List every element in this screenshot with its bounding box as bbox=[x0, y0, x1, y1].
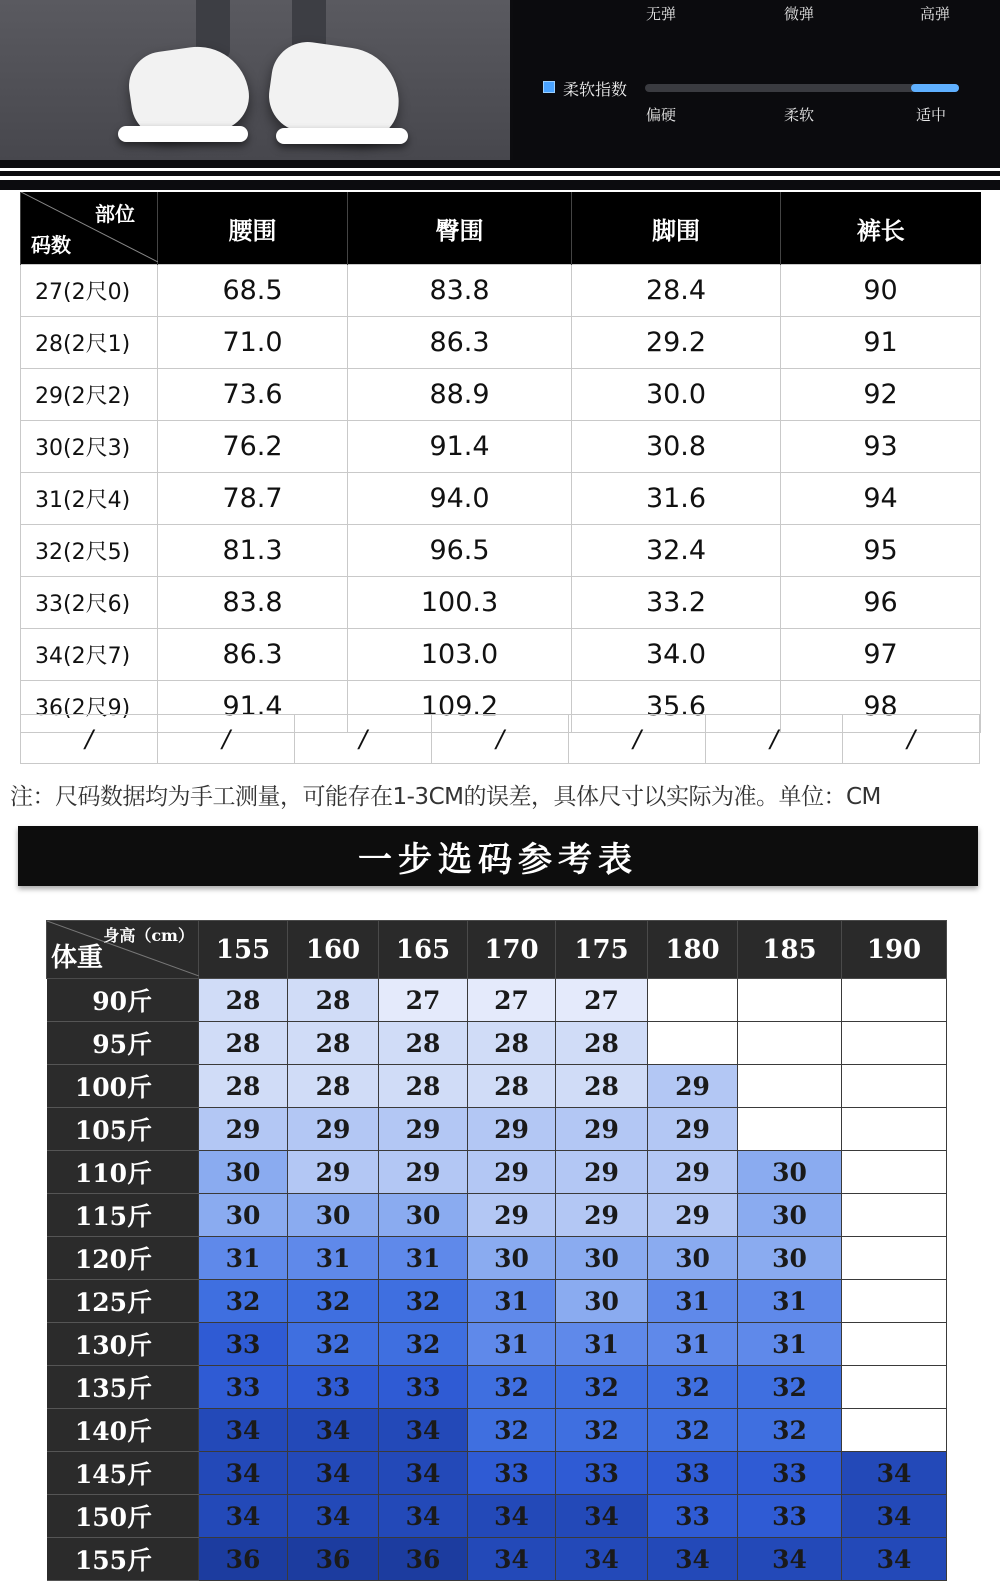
recommended-size-cell: 30 bbox=[738, 1194, 842, 1237]
weight-label: 115斤 bbox=[47, 1194, 199, 1237]
recommended-size-cell: 33 bbox=[468, 1452, 556, 1495]
empty-cell bbox=[648, 1022, 738, 1065]
measurement-cell: 96.5 bbox=[348, 525, 572, 577]
recommended-size-cell: 29 bbox=[648, 1065, 738, 1108]
recommended-size-cell: 28 bbox=[288, 979, 379, 1022]
measurement-cell: 94 bbox=[781, 473, 981, 525]
measurement-cell: 33.2 bbox=[572, 577, 781, 629]
weight-label: 95斤 bbox=[47, 1022, 199, 1065]
measurement-cell: 29.2 bbox=[572, 317, 781, 369]
recommended-size-cell: 29 bbox=[648, 1108, 738, 1151]
recommended-size-cell: 28 bbox=[468, 1022, 556, 1065]
weight-label: 90斤 bbox=[47, 979, 199, 1022]
measurement-cell: 109.2 bbox=[348, 681, 572, 733]
recommended-size-cell: 31 bbox=[288, 1237, 379, 1280]
recommended-size-cell: 29 bbox=[288, 1108, 379, 1151]
weight-label: 150斤 bbox=[47, 1495, 199, 1538]
grid-header-row bbox=[47, 921, 947, 979]
recommended-size-cell: 34 bbox=[288, 1409, 379, 1452]
grid-row bbox=[47, 1280, 947, 1323]
grid-row bbox=[47, 1495, 947, 1538]
weight-label: 120斤 bbox=[47, 1237, 199, 1280]
empty-cell bbox=[738, 1065, 842, 1108]
shoes-photo bbox=[0, 0, 510, 160]
table-row bbox=[21, 629, 981, 681]
recommended-size-cell: 30 bbox=[556, 1280, 648, 1323]
height-header: 165 bbox=[379, 921, 468, 979]
measurement-cell: 96 bbox=[781, 577, 981, 629]
recommended-size-cell: 34 bbox=[379, 1409, 468, 1452]
measurement-cell: 88.9 bbox=[348, 369, 572, 421]
recommended-size-cell: 34 bbox=[842, 1452, 947, 1495]
measurement-cell: 31.6 bbox=[572, 473, 781, 525]
recommended-size-cell: 34 bbox=[648, 1538, 738, 1581]
measurement-cell: 86.3 bbox=[348, 317, 572, 369]
elastic-label-none: 无弹 bbox=[646, 5, 677, 23]
recommended-size-cell: 33 bbox=[288, 1366, 379, 1409]
recommended-size-cell: 28 bbox=[199, 979, 288, 1022]
weight-label: 125斤 bbox=[47, 1280, 199, 1323]
size-label: 36(2尺9) bbox=[21, 681, 158, 733]
corner-label-part: 部位 bbox=[95, 202, 135, 226]
grid-row bbox=[47, 1409, 947, 1452]
recommended-size-cell: 29 bbox=[379, 1108, 468, 1151]
empty-cell bbox=[842, 1022, 947, 1065]
placeholder-row bbox=[20, 714, 980, 764]
softness-label-soft: 柔软 bbox=[784, 106, 815, 124]
product-banner bbox=[0, 0, 1000, 190]
recommended-size-cell: 31 bbox=[738, 1280, 842, 1323]
recommended-size-cell: 33 bbox=[199, 1366, 288, 1409]
table-header-row bbox=[21, 192, 981, 265]
grid-corner-weight: 体重 bbox=[51, 943, 104, 973]
measurement-cell: 34.0 bbox=[572, 629, 781, 681]
recommended-size-cell: 32 bbox=[468, 1366, 556, 1409]
slash-cell: / bbox=[294, 715, 431, 763]
recommended-size-cell: 34 bbox=[199, 1452, 288, 1495]
right-sole bbox=[276, 128, 408, 144]
recommended-size-cell: 31 bbox=[468, 1323, 556, 1366]
recommended-size-cell: 32 bbox=[199, 1280, 288, 1323]
recommended-size-cell: 34 bbox=[468, 1495, 556, 1538]
recommended-size-cell: 33 bbox=[648, 1495, 738, 1538]
softness-indicator bbox=[911, 84, 959, 92]
empty-cell bbox=[738, 1022, 842, 1065]
recommended-size-cell: 30 bbox=[288, 1194, 379, 1237]
empty-cell bbox=[738, 979, 842, 1022]
grid-row bbox=[47, 1366, 947, 1409]
measurement-cell: 91.4 bbox=[348, 421, 572, 473]
size-label: 28(2尺1) bbox=[21, 317, 158, 369]
measurement-cell: 91 bbox=[781, 317, 981, 369]
empty-cell bbox=[842, 1237, 947, 1280]
size-label: 29(2尺2) bbox=[21, 369, 158, 421]
slash-cell: / bbox=[157, 715, 294, 763]
recommended-size-cell: 28 bbox=[199, 1022, 288, 1065]
grid-row bbox=[47, 1538, 947, 1581]
weight-label: 145斤 bbox=[47, 1452, 199, 1495]
recommended-size-cell: 28 bbox=[379, 1022, 468, 1065]
recommended-size-cell: 34 bbox=[288, 1495, 379, 1538]
recommended-size-cell: 28 bbox=[468, 1065, 556, 1108]
measurement-cell: 93 bbox=[781, 421, 981, 473]
header-hip: 臀围 bbox=[348, 192, 572, 265]
grid-row bbox=[47, 1022, 947, 1065]
measurement-cell: 97 bbox=[781, 629, 981, 681]
recommended-size-cell: 34 bbox=[379, 1452, 468, 1495]
measurement-cell: 94.0 bbox=[348, 473, 572, 525]
weight-label: 100斤 bbox=[47, 1065, 199, 1108]
grid-row bbox=[47, 1151, 947, 1194]
recommended-size-cell: 32 bbox=[648, 1366, 738, 1409]
recommended-size-cell: 30 bbox=[379, 1194, 468, 1237]
weight-label: 155斤 bbox=[47, 1538, 199, 1581]
recommended-size-cell: 34 bbox=[199, 1495, 288, 1538]
empty-cell bbox=[648, 979, 738, 1022]
softness-title: 柔软指数 bbox=[563, 80, 628, 99]
elastic-label-high: 高弹 bbox=[920, 5, 951, 23]
recommended-size-cell: 32 bbox=[468, 1409, 556, 1452]
slash-cell: / bbox=[431, 715, 568, 763]
size-measurement-table bbox=[20, 192, 981, 733]
left-sole bbox=[118, 126, 248, 142]
recommended-size-cell: 32 bbox=[738, 1366, 842, 1409]
grid-corner-height: 身高（cm） bbox=[103, 926, 194, 945]
measurement-cell: 103.0 bbox=[348, 629, 572, 681]
measurement-cell: 30.8 bbox=[572, 421, 781, 473]
softness-scale bbox=[645, 84, 959, 92]
recommended-size-cell: 29 bbox=[556, 1194, 648, 1237]
weight-label: 105斤 bbox=[47, 1108, 199, 1151]
recommended-size-cell: 36 bbox=[379, 1538, 468, 1581]
measurement-cell: 86.3 bbox=[158, 629, 348, 681]
header-length: 裤长 bbox=[781, 192, 981, 265]
recommended-size-cell: 34 bbox=[556, 1495, 648, 1538]
recommended-size-cell: 36 bbox=[288, 1538, 379, 1581]
recommended-size-cell: 30 bbox=[738, 1237, 842, 1280]
recommended-size-cell: 30 bbox=[199, 1194, 288, 1237]
slash-cell: / bbox=[568, 715, 705, 763]
size-label: 30(2尺3) bbox=[21, 421, 158, 473]
measurement-cell: 91.4 bbox=[158, 681, 348, 733]
recommended-size-cell: 30 bbox=[556, 1237, 648, 1280]
recommended-size-cell: 29 bbox=[556, 1151, 648, 1194]
recommended-size-cell: 34 bbox=[199, 1409, 288, 1452]
recommended-size-cell: 33 bbox=[738, 1495, 842, 1538]
weight-label: 130斤 bbox=[47, 1323, 199, 1366]
measurement-cell: 100.3 bbox=[348, 577, 572, 629]
recommended-size-cell: 32 bbox=[288, 1280, 379, 1323]
recommended-size-cell: 31 bbox=[556, 1323, 648, 1366]
size-recommendation-grid bbox=[46, 920, 946, 1581]
divider-line bbox=[0, 176, 1000, 180]
grid-row bbox=[47, 1065, 947, 1108]
height-header: 175 bbox=[556, 921, 648, 979]
measurement-cell: 30.0 bbox=[572, 369, 781, 421]
weight-label: 135斤 bbox=[47, 1366, 199, 1409]
recommended-size-cell: 33 bbox=[199, 1323, 288, 1366]
empty-cell bbox=[842, 1280, 947, 1323]
empty-cell bbox=[842, 1194, 947, 1237]
table-row bbox=[21, 369, 981, 421]
recommended-size-cell: 33 bbox=[379, 1366, 468, 1409]
grid-row bbox=[47, 979, 947, 1022]
measurement-cell: 90 bbox=[781, 265, 981, 317]
recommended-size-cell: 29 bbox=[379, 1151, 468, 1194]
measurement-cell: 73.6 bbox=[158, 369, 348, 421]
recommended-size-cell: 31 bbox=[738, 1323, 842, 1366]
recommended-size-cell: 31 bbox=[379, 1237, 468, 1280]
recommended-size-cell: 29 bbox=[288, 1151, 379, 1194]
size-label: 34(2尺7) bbox=[21, 629, 158, 681]
size-label: 31(2尺4) bbox=[21, 473, 158, 525]
measurement-cell: 32.4 bbox=[572, 525, 781, 577]
recommended-size-cell: 29 bbox=[468, 1151, 556, 1194]
quick-guide-banner bbox=[18, 826, 978, 886]
grid-corner-cell bbox=[47, 921, 199, 979]
recommended-size-cell: 27 bbox=[468, 979, 556, 1022]
recommended-size-cell: 34 bbox=[842, 1495, 947, 1538]
recommended-size-cell: 32 bbox=[379, 1323, 468, 1366]
recommended-size-cell: 29 bbox=[199, 1108, 288, 1151]
empty-cell bbox=[738, 1108, 842, 1151]
recommended-size-cell: 34 bbox=[556, 1538, 648, 1581]
table-row bbox=[21, 473, 981, 525]
recommended-size-cell: 33 bbox=[556, 1452, 648, 1495]
table-row bbox=[21, 525, 981, 577]
recommended-size-cell: 29 bbox=[468, 1108, 556, 1151]
slash-cell: / bbox=[705, 715, 842, 763]
measurement-cell: 68.5 bbox=[158, 265, 348, 317]
height-header: 160 bbox=[288, 921, 379, 979]
grid-row bbox=[47, 1108, 947, 1151]
recommended-size-cell: 30 bbox=[738, 1151, 842, 1194]
slash-cell: / bbox=[84, 725, 94, 753]
recommended-size-cell: 31 bbox=[648, 1323, 738, 1366]
empty-cell bbox=[842, 1409, 947, 1452]
table-row bbox=[21, 265, 981, 317]
empty-cell bbox=[842, 1151, 947, 1194]
size-label: 33(2尺6) bbox=[21, 577, 158, 629]
empty-cell bbox=[842, 979, 947, 1022]
height-header: 190 bbox=[842, 921, 947, 979]
recommended-size-cell: 34 bbox=[468, 1538, 556, 1581]
recommended-size-cell: 28 bbox=[199, 1065, 288, 1108]
recommended-size-cell: 32 bbox=[648, 1409, 738, 1452]
recommended-size-cell: 34 bbox=[738, 1538, 842, 1581]
quick-guide-title: 一步选码参考表 bbox=[358, 839, 638, 880]
grid-row bbox=[47, 1452, 947, 1495]
recommended-size-cell: 29 bbox=[648, 1194, 738, 1237]
recommended-size-cell: 34 bbox=[379, 1495, 468, 1538]
recommended-size-cell: 33 bbox=[648, 1452, 738, 1495]
recommended-size-cell: 33 bbox=[738, 1452, 842, 1495]
grid-row bbox=[47, 1237, 947, 1280]
slash-cell: / bbox=[842, 715, 979, 763]
recommended-size-cell: 28 bbox=[556, 1022, 648, 1065]
softness-bullet-icon bbox=[543, 81, 555, 93]
weight-label: 110斤 bbox=[47, 1151, 199, 1194]
recommended-size-cell: 27 bbox=[556, 979, 648, 1022]
recommended-size-cell: 28 bbox=[556, 1065, 648, 1108]
measurement-cell: 83.8 bbox=[158, 577, 348, 629]
measurement-cell: 71.0 bbox=[158, 317, 348, 369]
recommended-size-cell: 28 bbox=[379, 1065, 468, 1108]
recommended-size-cell: 32 bbox=[288, 1323, 379, 1366]
recommended-size-cell: 27 bbox=[379, 979, 468, 1022]
empty-cell bbox=[842, 1108, 947, 1151]
divider-line bbox=[0, 168, 1000, 171]
table-row bbox=[21, 317, 981, 369]
recommended-size-cell: 28 bbox=[288, 1065, 379, 1108]
size-label: 27(2尺0) bbox=[21, 265, 158, 317]
height-header: 180 bbox=[648, 921, 738, 979]
height-header: 185 bbox=[738, 921, 842, 979]
recommended-size-cell: 36 bbox=[199, 1538, 288, 1581]
header-waist: 腰围 bbox=[158, 192, 348, 265]
recommended-size-cell: 32 bbox=[556, 1366, 648, 1409]
measurement-cell: 98 bbox=[781, 681, 981, 733]
recommended-size-cell: 29 bbox=[556, 1108, 648, 1151]
header-ankle: 脚围 bbox=[572, 192, 781, 265]
size-label: 32(2尺5) bbox=[21, 525, 158, 577]
empty-cell bbox=[842, 1366, 947, 1409]
weight-label: 140斤 bbox=[47, 1409, 199, 1452]
empty-cell bbox=[842, 1065, 947, 1108]
recommended-size-cell: 34 bbox=[842, 1538, 947, 1581]
measurement-cell: 35.6 bbox=[572, 681, 781, 733]
recommended-size-cell: 32 bbox=[379, 1280, 468, 1323]
corner-label-size: 码数 bbox=[31, 233, 71, 257]
recommended-size-cell: 32 bbox=[556, 1409, 648, 1452]
height-header: 170 bbox=[468, 921, 556, 979]
measurement-cell: 78.7 bbox=[158, 473, 348, 525]
grid-row bbox=[47, 1194, 947, 1237]
height-header: 155 bbox=[199, 921, 288, 979]
recommended-size-cell: 30 bbox=[648, 1237, 738, 1280]
recommended-size-cell: 30 bbox=[199, 1151, 288, 1194]
recommended-size-cell: 31 bbox=[468, 1280, 556, 1323]
recommended-size-cell: 29 bbox=[468, 1194, 556, 1237]
table-row bbox=[21, 577, 981, 629]
measurement-cell: 81.3 bbox=[158, 525, 348, 577]
softness-label-hard: 偏硬 bbox=[646, 106, 677, 124]
recommended-size-cell: 31 bbox=[648, 1280, 738, 1323]
empty-cell bbox=[842, 1323, 947, 1366]
measurement-cell: 76.2 bbox=[158, 421, 348, 473]
recommended-size-cell: 30 bbox=[468, 1237, 556, 1280]
measurement-cell: 95 bbox=[781, 525, 981, 577]
measurement-note: 注：尺码数据均为手工测量，可能存在1-3CM的误差，具体尺寸以实际为准。单位：CM bbox=[10, 784, 881, 810]
recommended-size-cell: 31 bbox=[199, 1237, 288, 1280]
recommended-size-cell: 34 bbox=[288, 1452, 379, 1495]
grid-row bbox=[47, 1323, 947, 1366]
table-corner-cell bbox=[21, 192, 158, 265]
table-row bbox=[21, 421, 981, 473]
recommended-size-cell: 28 bbox=[288, 1022, 379, 1065]
recommended-size-cell: 32 bbox=[738, 1409, 842, 1452]
measurement-cell: 28.4 bbox=[572, 265, 781, 317]
measurement-cell: 92 bbox=[781, 369, 981, 421]
recommended-size-cell: 29 bbox=[648, 1151, 738, 1194]
elastic-label-slight: 微弹 bbox=[784, 5, 815, 23]
softness-label-medium: 适中 bbox=[916, 106, 947, 124]
measurement-cell: 83.8 bbox=[348, 265, 572, 317]
